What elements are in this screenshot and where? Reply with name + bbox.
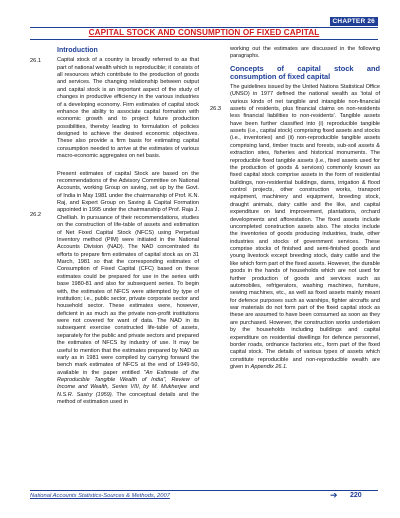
next-page-arrow-icon[interactable]: ➔ xyxy=(330,490,338,500)
intro-heading: Introduction xyxy=(57,47,98,54)
para-26-3 xyxy=(230,84,380,372)
footer-rule xyxy=(30,490,378,491)
para-26-1: Capital stock of a country is broadly referred to as that part of national wealth which is reproducible; it consists of all resources which contribute to the production of goods and services. The changing relationship between output and capital stock is an important aspect of the study of changes in productive efficiency in the various industries of a developing economy. Firm estimates of capital stock enhance the ability to associate capital formation with economic growth and to project future production possibilities, thereby leading to formulation of policies designed to achieve the desired economic objectives. These also provide a firm basis for estimating capital consumption needed to arrive at the estimates of various macro-economic aggregates on net basis. xyxy=(57,57,199,160)
concepts-heading: Concepts of capital stock and consumption of fixed capital xyxy=(230,63,380,82)
para-number-26-2: 26.2 xyxy=(30,212,42,218)
para-26-3-text: The guidelines issued by the United Nations Statistical Office (UNSO) in 1977 defined the national wealth as 'total of various kinds of net tangible and intangible non-financial assets of residents, plus financial claims on non-residents less financial liabilities to non-residents'. Tangible assets have been further classified into (i) reproducible tangible assets (i.e., capital stock) comprising fixed assets and stocks (i.e., inventories) and (ii) non-reproducible tangible assets comprising land, timber tracts and forests, sub-soil assets & extraction sites, fisheries and historical monuments. The reproducible fixed tangible assets (i.e., fixed assets used for the production of goods & services) commonly known as fixed capital stock comprise assets in the form of residential buildings, non-residential buildings, dams, irrigation & flood control projects, other construction works, transport equipment, machinery and equipment, breeding stock, draught animals, dairy cattle and the like, and capital expenditure on land improvement, plantations, orchard developments and afforestation. The fixed assets include uncompleted construction assets also. The stocks include the inventories of goods producing industries, trade, other industries and stocks of government services. These comprise stocks of finished and semi-finished goods and young livestock except breeding stock, dairy cattle and the like which form part of the fixed assets. However, the durable goods in the hands of households which are not used for further production of goods and services such as automobiles, refrigerators, washing machines, furniture, sewing machines, etc., as well as fixed assets mainly meant for defence purposes such as warships, fighter aircrafts and war materials do not form part of the fixed capital stock as these are assumed to have been consumed as soon as they are purchased. However, the construction works undertaken by the households including buildings and capital expenditure on residential dwellings for defence personnel, border roads, ordnance factories etc., form part of the fixed capital stock. The details of various types of assets which constitute reproducible and non-reproducible wealth are given in xyxy=(230,83,380,371)
para-26-2-tail: The conceptual details and the method of estimation used in xyxy=(57,391,199,406)
appendix-reference: Appendix 26.1. xyxy=(250,364,288,371)
left-column xyxy=(57,46,199,413)
chapter-label: CHAPTER 26 xyxy=(330,17,378,26)
para-number-26-1: 26.1 xyxy=(30,58,42,64)
continuation-text: working out the estimates are discussed in the following paragraphs. xyxy=(230,46,380,60)
para-26-2-text: Present estimates of capital Stock are based on the recommendations of the Advisory Committee on National Accounts, working Group on saving, set up by the Govt. of India in May 1981 under the chairmanship of Prof. K.N. Raj, and Expert Group on Saving & Capital Formation appointed in 1995 under the chairmanship of Prof. Raja J. Chelliah. In pursuance of their recommendations, studies on the construction of life-table of assets and estimation of Net Fixed Capital Stock (NFCS) using Perpetual Inventory method (PIM) were initiated in the National Accounts Division (NAD). The NAD concentrated its efforts to prepare firm estimates of capital stock as on 31 March, 1981 so that the corresponding estimates of Consumption of Fixed Capital (CFC) based on these estimates could be prepared for use in the series with base 1980-81 and also for subsequent series. To begin with, the estimates of NFCS were attempted by type of institution; i.e., public sector, private corporate sector and household sector. These estimates were, however, deficient in as much as the private non-profit institutions were not covered for want of data. The NAD in its subsequent exercise constructed life-table of assets, separately for the public and private sectors and prepared the estimates of NFCS by industry of use. It may be useful to mention that the estimates prepared by NAD as early as in 1981 were compiled by carrying forward the bench mark estimates of NFCS at the end of 1949-50, available in the paper entitled xyxy=(57,170,199,376)
page-number: 220 xyxy=(350,492,362,499)
title-rule-bottom xyxy=(30,39,378,40)
footer-source: National Accounts Statistics-Sources & Methods, 2007 xyxy=(30,493,170,499)
right-column xyxy=(230,46,380,377)
para-26-2 xyxy=(57,171,199,407)
para-26-2-citation: "An Estimate of the Reproducible Tangible Wealth of India", Review of Income and Wealth, Series VIII, by M. Mukherjee and N.S.R. Sastry (1959). xyxy=(57,369,199,398)
chapter-title: CAPITAL STOCK AND CONSUMPTION OF FIXED CAPITAL xyxy=(88,28,320,37)
para-number-26-3: 26.3 xyxy=(210,106,222,112)
